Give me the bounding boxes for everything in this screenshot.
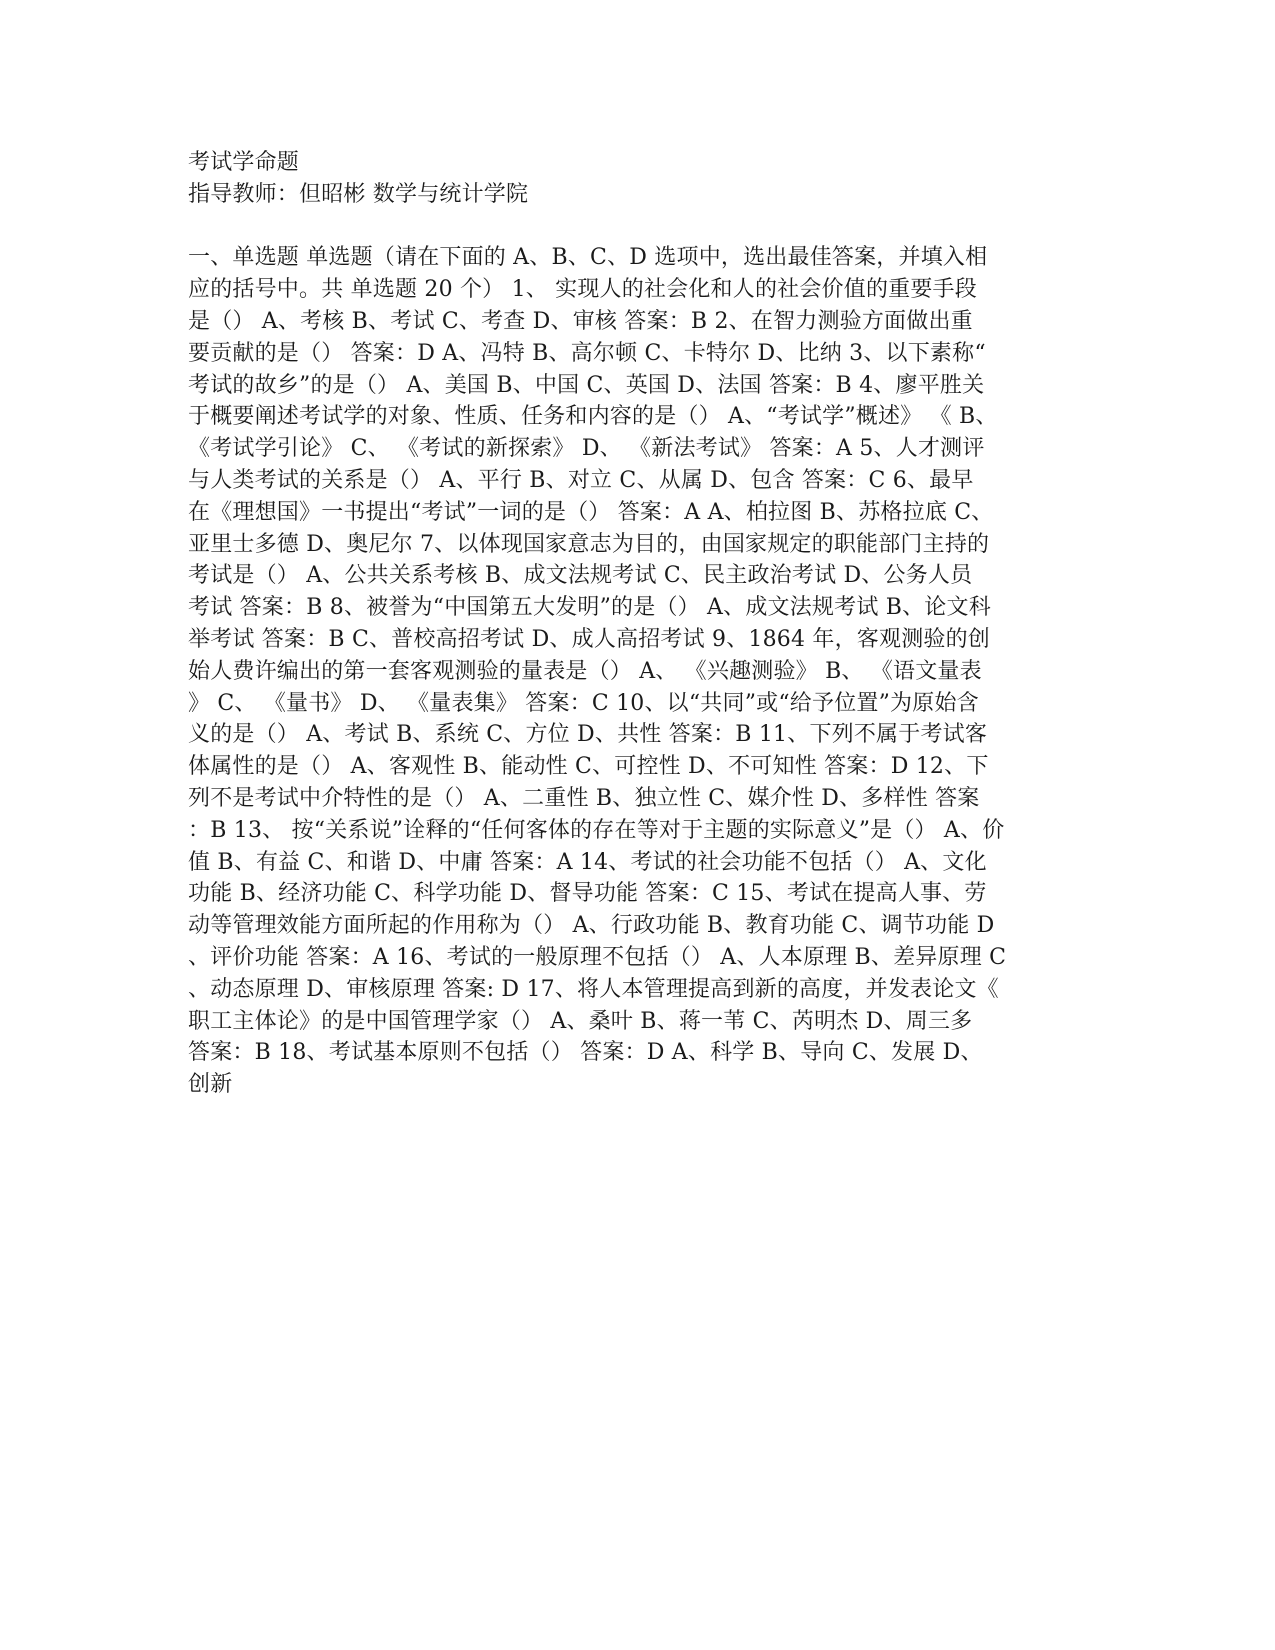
body-line: 与人类考试的关系是（） A、平行 B、对立 C、从属 D、包含 答案：C 6、最早	[188, 467, 974, 493]
body-line: 考试的故乡”的是（） A、美国 B、中国 C、英国 D、法国 答案：B 4、廖平胜关	[188, 372, 985, 398]
body-line: 《考试学引论》 C、 《考试的新探索》 D、 《新法考试》 答案：A 5、人才测评	[188, 436, 985, 462]
body-line: 举考试 答案：B C、普校高招考试 D、成人高招考试 9、1864 年，客观测验的创	[188, 626, 990, 652]
body-line: 列不是考试中介特性的是（） A、二重性 B、独立性 C、媒介性 D、多样性 答案	[188, 785, 980, 811]
body-line: 考试 答案：B 8、被誉为“中国第五大发明”的是（） A、成文法规考试 B、论文科	[188, 595, 991, 621]
body-line: 是（） A、考核 B、考试 C、考查 D、审核 答案：B 2、在智力测验方面做出重	[188, 308, 973, 334]
body-line: 答案：B 18、考试基本原则不包括（） 答案：D A、科学 B、导向 C、发展 D、	[188, 1040, 983, 1066]
question-body	[188, 242, 1093, 1101]
body-line: 考试是（） A、公共关系考核 B、成文法规考试 C、民主政治考试 D、公务人员	[188, 563, 973, 589]
body-line: 》 C、 《量书》 D、 《量表集》 答案：C 10、以“共同”或“给予位置”为原始含	[188, 690, 979, 716]
body-line: 于概要阐述考试学的对象、性质、任务和内容的是（） A、“考试学”概述》 《 B、	[188, 404, 998, 430]
body-line: 创新	[188, 1072, 233, 1098]
body-line: ：B 13、 按“关系说”诠释的“任何客体的存在等对于主题的实际意义”是（） A、价	[188, 817, 1005, 843]
body-line: 功能 B、经济功能 C、科学功能 D、督导功能 答案：C 15、考试在提高人事、劳	[188, 881, 987, 907]
body-line: 、评价功能 答案：A 16、考试的一般原理不包括（） A、人本原理 B、差异原理 C	[188, 944, 1007, 970]
body-line: 应的括号中。共 单选题 20 个） 1、 实现人的社会化和人的社会价值的重要手段	[188, 277, 977, 303]
body-line: 值 B、有益 C、和谐 D、中庸 答案：A 14、考试的社会功能不包括（） A、文化	[188, 849, 987, 875]
body-line: 始人费许编出的第一套客观测验的量表是（） A、 《兴趣测验》 B、 《语文量表	[188, 658, 982, 684]
body-line: 要贡献的是（） 答案：D A、冯特 B、高尔顿 C、卡特尔 D、比纳 3、以下素称“	[188, 340, 986, 366]
body-line: 职工主体论》的是中国管理学家（） A、桑叶 B、蒋一苇 C、芮明杰 D、周三多	[188, 1008, 973, 1034]
body-line: 动等管理效能方面所起的作用称为（） A、行政功能 B、教育功能 C、调节功能 D	[188, 913, 995, 939]
body-line: 在《理想国》一书提出“考试”一词的是（） 答案：A A、柏拉图 B、苏格拉底 C、	[188, 499, 994, 525]
body-line: 体属性的是（） A、客观性 B、能动性 C、可控性 D、不可知性 答案：D 12、下	[188, 754, 989, 780]
document-title: 考试学命题	[188, 150, 300, 175]
body-line: 、动态原理 D、审核原理 答案: D 17、将人本管理提高到新的高度，并发表论文《	[188, 976, 999, 1002]
body-line: 一、单选题 单选题（请在下面的 A、B、C、D 选项中，选出最佳答案，并填入相	[188, 245, 988, 271]
instructor-line: 指导教师：但昭彬 数学与统计学院	[188, 181, 529, 207]
body-line: 义的是（） A、考试 B、系统 C、方位 D、共性 答案：B 11、下列不属于考试客	[188, 722, 988, 748]
body-line: 亚里士多德 D、奥尼尔 7、以体现国家意志为目的，由国家规定的职能部门主持的	[188, 531, 990, 557]
